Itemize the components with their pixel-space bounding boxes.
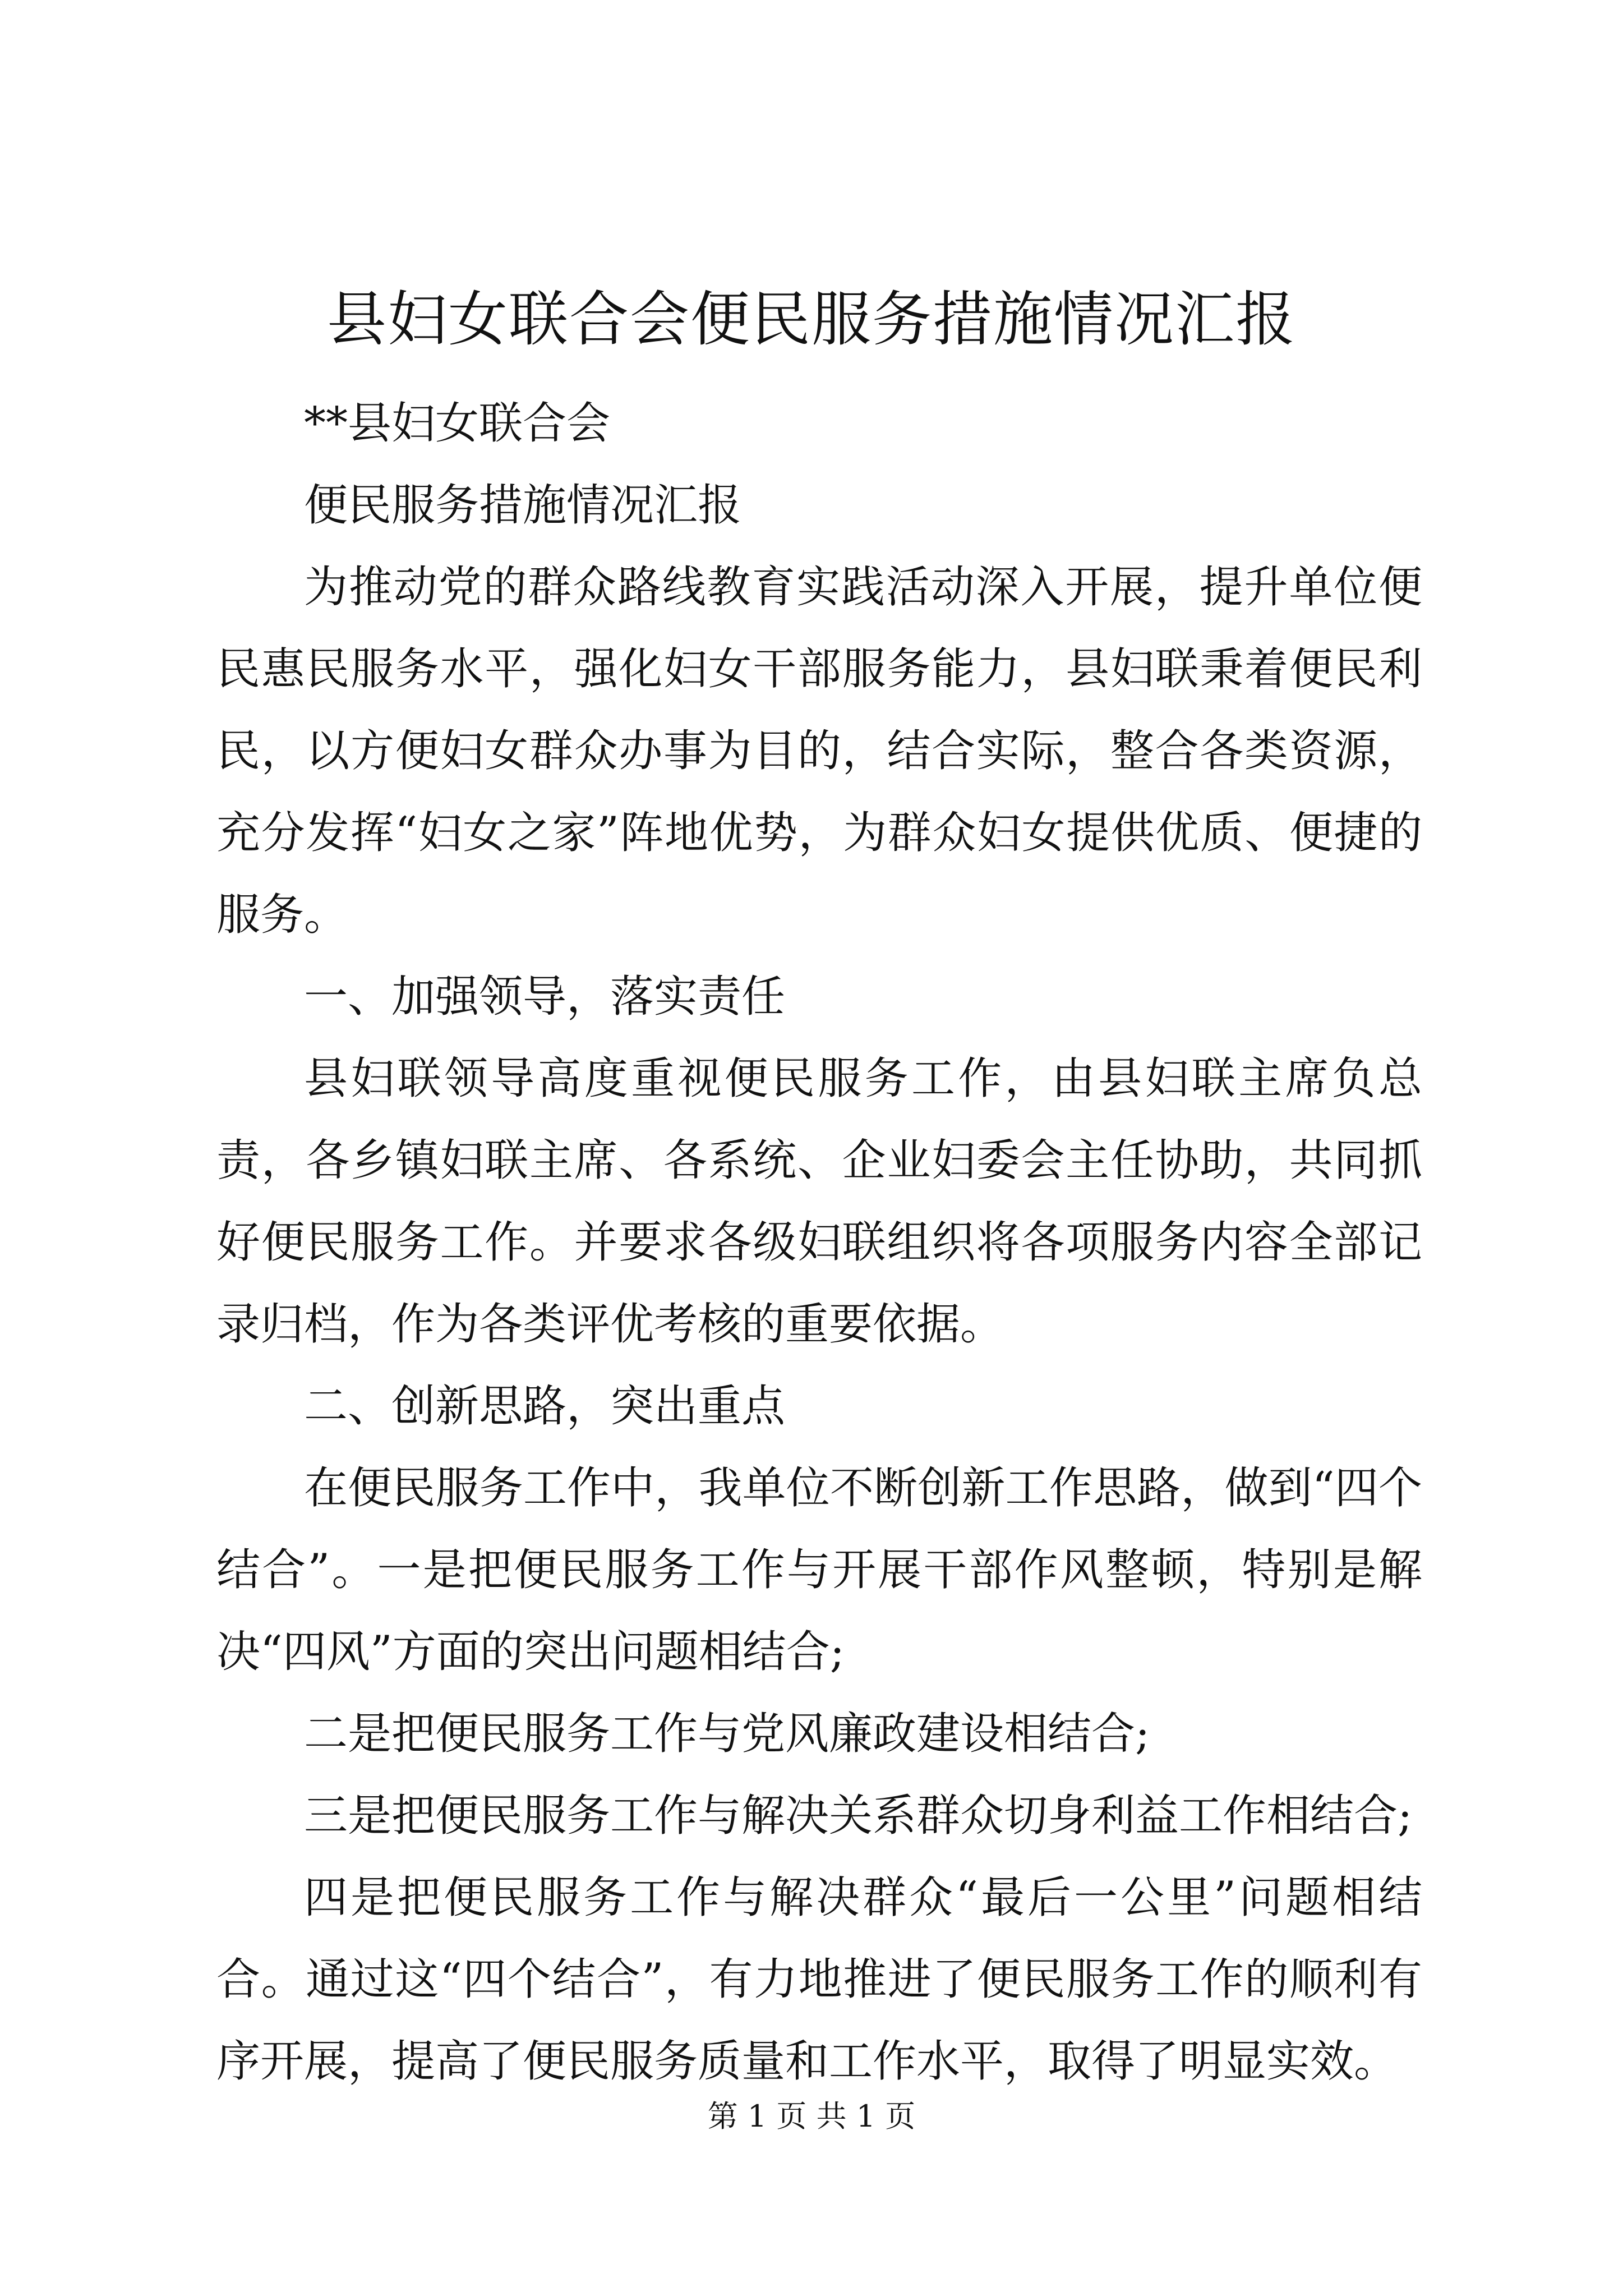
- page-number-footer: 第 1 页 共 1 页: [707, 2099, 916, 2134]
- section-2-point-2: 二是把便民服务工作与党风廉政建设相结合;: [304, 1709, 1150, 1759]
- section-2-paragraph: 在便民服务工作中，我单位不断创新工作思路，做到“四个结合”。一是把便民服务工作与开展干部作风整顿，特别是解决“四风”方面的突出问题相结合;: [216, 1463, 1422, 1677]
- report-subtitle-line: 便民服务措施情况汇报: [304, 480, 742, 531]
- intro-paragraph: 为推动党的群众路线教育实践活动深入开展，提升单位便民惠民服务水平，强化妇女干部服务能力，县妇联秉着便民利民，以方便妇女群众办事为目的，结合实际，整合各类资源，充分发挥“妇女之家”阵地优势，为群众妇女提供优质、便捷的服务。: [216, 562, 1422, 940]
- org-name-line: **县妇女联合会: [304, 398, 611, 449]
- document-title: 县妇女联合会便民服务措施情况汇报: [327, 285, 1296, 354]
- section-heading-2: 二、创新思路，突出重点: [304, 1381, 786, 1432]
- section-2-point-3: 三是把便民服务工作与解决关系群众切身利益工作相结合;: [304, 1791, 1413, 1841]
- section-2-point-4: 四是把便民服务工作与解决群众“最后一公里”问题相结合。通过这“四个结合”，有力地推进了便民服务工作的顺利有序开展，提高了便民服务质量和工作水平，取得了明显实效。: [216, 1872, 1422, 2087]
- document-body: [216, 383, 1422, 2102]
- section-heading-1: 一、加强领导，落实责任: [304, 972, 786, 1022]
- section-1-paragraph: 县妇联领导高度重视便民服务工作，由县妇联主席负总责，各乡镇妇联主席、各系统、企业妇委会主任协助，共同抓好便民服务工作。并要求各级妇联组织将各项服务内容全部记录归档，作为各类评优考核的重要依据。: [216, 1053, 1422, 1350]
